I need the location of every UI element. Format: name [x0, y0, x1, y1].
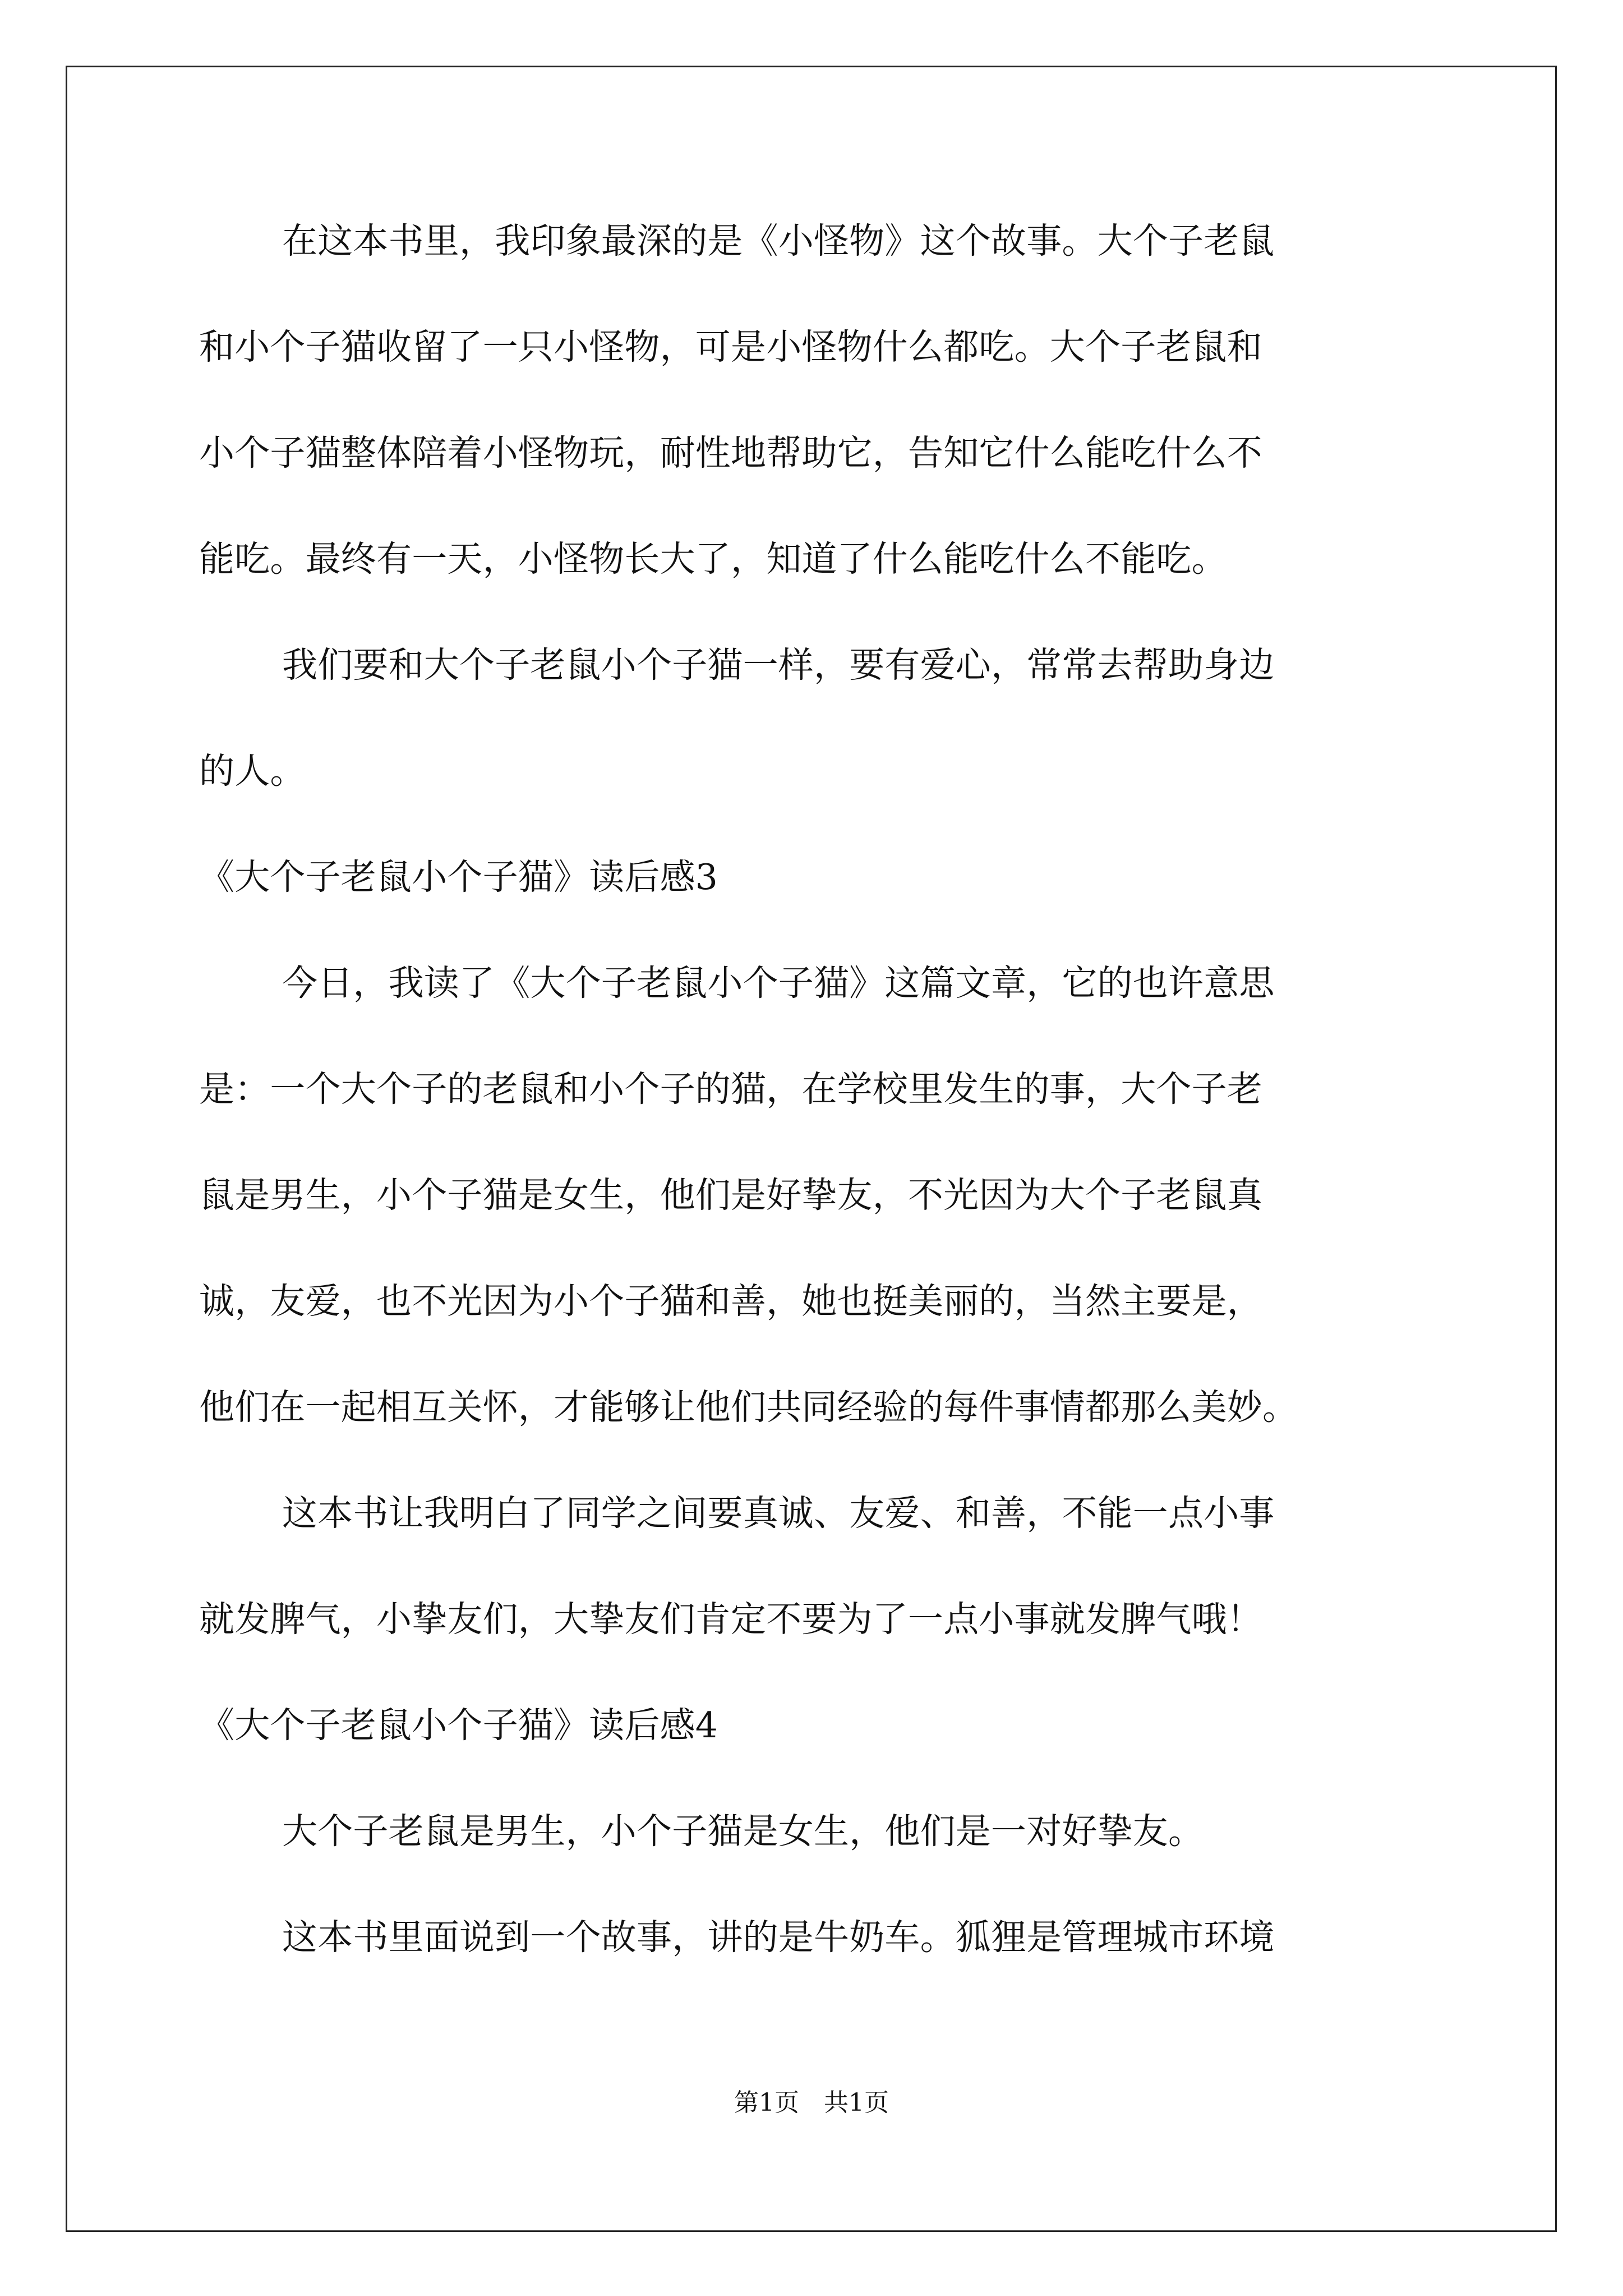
section-heading: 《大个子老鼠小个子猫》读后感3 — [199, 857, 718, 898]
paragraph-line: 大个子老鼠是男生，小个子猫是女生，他们是一对好挚友。 — [282, 1811, 1204, 1852]
paragraph-line: 和小个子猫收留了一只小怪物，可是小怪物什么都吃。大个子老鼠和 — [199, 326, 1262, 367]
paragraph-line: 小个子猫整体陪着小怪物玩，耐性地帮助它，告知它什么能吃什么不 — [199, 432, 1262, 473]
paragraph-line: 我们要和大个子老鼠小个子猫一样，要有爱心，常常去帮助身边 — [282, 645, 1275, 685]
paragraph-line: 诚，友爱，也不光因为小个子猫和善，她也挺美丽的，当然主要是， — [199, 1281, 1262, 1322]
paragraph-line: 是：一个大个子的老鼠和小个子的猫，在学校里发生的事，大个子老 — [199, 1069, 1262, 1110]
paragraph-line: 鼠是男生，小个子猫是女生，他们是好挚友，不光因为大个子老鼠真 — [199, 1175, 1262, 1216]
paragraph-line: 今日，我读了《大个子老鼠小个子猫》这篇文章，它的也许意思 — [282, 963, 1275, 1004]
paragraph-line: 就发脾气，小挚友们，大挚友们肯定不要为了一点小事就发脾气哦！ — [199, 1599, 1262, 1640]
paragraph-line: 这本书让我明白了同学之间要真诚、友爱、和善，不能一点小事 — [282, 1493, 1275, 1534]
paragraph-line: 这本书里面说到一个故事，讲的是牛奶车。狐狸是管理城市环境 — [282, 1917, 1275, 1958]
page-footer: 第1页 共1页 — [734, 2088, 889, 2117]
document-body — [199, 208, 1422, 2010]
paragraph-line: 的人。 — [199, 751, 306, 792]
paragraph-line: 他们在一起相互关怀，才能够让他们共同经验的每件事情都那么美妙。 — [199, 1387, 1298, 1428]
paragraph-line: 在这本书里，我印象最深的是《小怪物》这个故事。大个子老鼠 — [282, 220, 1275, 261]
section-heading: 《大个子老鼠小个子猫》读后感4 — [199, 1705, 718, 1746]
paragraph-line: 能吃。最终有一天，小怪物长大了，知道了什么能吃什么不能吃。 — [199, 539, 1227, 579]
